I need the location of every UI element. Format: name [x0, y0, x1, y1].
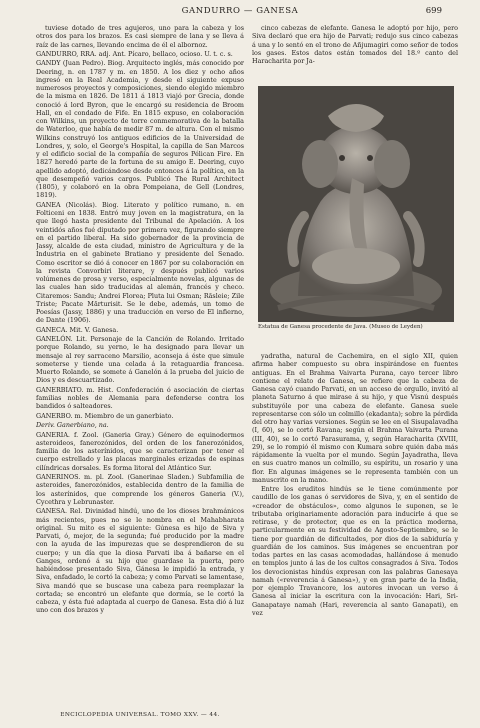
entry-continuation: tuviese dotado de tres agujeros, uno para la cabeza y los otros dos para los brazos. Es casi siempre de lana y se lleva á raíz de las carnes, llevando encima de él el albornoz. [36, 24, 244, 49]
figure [258, 86, 454, 334]
entry-gandy: GANDY (Juan Pedro). Biog. Arquitecto inglés, más conocido por Deering, n. en 1787 y m. en 1850. A los diez y ocho años ingresó en la Real Academia, y desde el siguiente expuso numerosos proyectos y composiciones, siendo elegido miembro de la misma en 1826. De 1811 á 1813 viajó por Grecia, donde conoció á lord Byron, que le encargó su residencia de Broom Hall, en el condado de Fife. En 1815 expuso, en colaboración con Wilkins, un proyecto de torre conmemorativa de la batalla de Waterloo, que había de medir 87 m. de altura. Con el mismo Wilkins construyó los antiguos edificios de la Universidad de Londres, y, solo, el George's Hospital, la capilla de San Marcos y el edificio social de la compañía de seguros Pélican Fire. En 1827 heredó parte de la fortuna de su amigo E. Deering, cuyo apellido adoptó, dedicándose desde entonces á la política, en la que desempeñó varios cargos. Publicó The Rural Architect (1805), y colaboró en la obra Pompeiana, de Gell (Londres, 1819). [36, 59, 244, 200]
right-column-bottom [252, 352, 458, 708]
entry-ganeria: GANERIA. f. Zool. (Ganeria Gray.) Género de equinodermos asteroideos, fanerozónidos, del orden de los fanerozónidos, familia de los asterínidos, que se caracterizan por tener el cuerpo estrellado y las placas marginales erizadas de espinas cilíndricas dorsales. Es forma litoral del Atlántico Sur. [36, 430, 244, 472]
left-column [36, 24, 244, 704]
entry-ganelon: GANELÓN. Lit. Personaje de la Canción de Rolando. Irritado porque Rolando, su yerno, le ha designado para llevar un mensaje al rey sarraceno Marsilio, aconseja á éste que simule someterse y tiende una celada á la retaguardia francesa. Muerto Rolando, se somete á Ganelón á la prueba del juicio de Dios y es descuartizado. [36, 335, 244, 385]
entry-ganerbo-deriv: Deriv. Ganerbiano, na. [36, 421, 109, 430]
entry-ganerbo: GANERBO. m. Miembro de un ganerbiato. [36, 411, 174, 420]
entry-ganesa-continued: cinco cabezas de elefante. Ganesa le adoptó por hijo, pero Siva declaró que era hijo de Parvati; redujo sus cinco cabezas á una y lo sentó en el trono de Añjumagiri como señor de todos los gases. Estos datos están tomados del 18.º canto del Haracharita por Ja- [252, 24, 458, 65]
entry-ganea: GANEA (Nicolás). Biog. Literato y político rumano, n. en Folticeni en 1838. Entró muy joven en la magistratura, en la que llegó hasta presidente del Tribunal de Apelación. A los veintidós años fué diputado por primera vez, figurando siempre en el partido liberal. Ha sido gobernador de la provincia de Jassy, alcalde de esta ciudad, ministro de Agricultura y de la Industria en el gabinete Bratiano y presidente del Senado. Como escritor se dió á conocer en 1867 por su colaboración en la revista Convorbiri literare, y después publicó varios volúmenes de prosa y verso, especialmente novelas, algunas de las cuales han sido traducidas al alemán, francés y checo. Citaremos: Sandu; Andrei Florea; Pluta lui Osman; Răsleie; Zile Triste; Pacate Mărturisit. Se le debe, además, un tomo de Poesías (Jassy, 1886) y una traducción en verso de El infierno, de Dante (1906). [36, 200, 244, 325]
entry-gandurro: GANDURRO, RRA. adj. Ant. Pícaro, bellaco, ocioso. U. t. c. s. [36, 49, 233, 58]
ganesa-statue-photo [258, 86, 454, 322]
page-footer: ENCICLOPEDIA UNIVERSAL. TOMO XXV. — 44. [60, 712, 220, 718]
entry-ganerbiato: GANERBIATO. m. Hist. Confederación ó asociación de ciertas familias nobles de Alemania para defenderse contra los bandidos ó salteadores. [36, 385, 244, 411]
entry-ganeca: GANECA. Mit. V. Ganesa. [36, 325, 119, 334]
entry-ganesa-paragraph-2: Entre los eruditos hindús se le tiene comúnmente por caudillo de los ganas ó servidores de Siva, y, en el sentido de «creador de obstáculos», como algunos le suponen, se le tributaba originariamente adoración para inducirle á que se retirase, y de protector, que es en la práctica moderna, particularmente en su festividad de Agosto-Septiembre, se le tiene por guardián de dificultades, por dios de la sabiduría y guardián de los caminos. Sus imágenes se encuentran por todas partes en las casas acomodadas, hallándose á menudo en templos junto á las de los cultos consagrados á Siva. Todos los devocionistas hindús expresan con las palabras Ganesaya namah («reverencia á Ganesa»), y en gran parte de la India, por ejemplo Travancore, los autores invocan un verso á Ganesa al iniciar la escritura con la invocación: Hari, Sri-Ganapataye namah (Hari, reverencia al santo Ganapati), en vez [252, 485, 458, 617]
entry-ganerinos: GANERINOS. m. pl. Zool. (Ganerinae Sladen.) Subfamilia de asteroides, fanerozónidos, establecida dentro de la familia de los asterínidos, que comprende los géneros Ganeria (V.), Cycethra y Lebrunaster. [36, 473, 244, 506]
running-head: GANDURRO — GANESA [181, 6, 299, 16]
page-number: 699 [425, 6, 442, 16]
figure-caption: Estatua de Ganesa procedente de Java. (Museo de Leyden) [258, 324, 423, 330]
entry-ganesa: GANESA. Rel. Divinidad hindú, uno de los dioses brahmánicos más recientes, pues no se le nombra en el Mahabharata original. Su mito es el siguiente: Gúnesa es hijo de Siva y Parvati, ó, mejor, de la segunda; fué producido por la madre con la ayuda de las impurezas que se desprendieron de su cuerpo; y un día que la diosa Parvati iba á bañarse en el Ganges, ordenó á su hijo que guardase la puerta, pero habiéndose presentado Siva, Gánesa le impidió la entrada, y Siva, enfadado, le cortó la cabeza; y como Parvati se lamentase, Siva mandó que se buscase una cabeza para reemplazar la cortada; se encontró un elefante que dormía, se le cortó la cabeza, y ésta fué adaptada al cuerpo de Ganesa. Esta dió á luz uno con dos brazos y [36, 507, 244, 615]
entry-ganesa-paragraph-1: yadratha, natural de Cachemira, en el siglo XII, quien afirma haber compuesto su obra inspirándose en fuentes antiguas. En el Brahma Vaivarta Purana, cayo tercer libro contiene el relato de Ganesa, se refiere que la cabeza de Ganesa cayó cuando Parvati, en un acceso de orgullo, invitó al planeta Saturno á que mirase á su hijo, y que Visnú después substituyóle por una cabeza de elefante. Ganesa suele representarse con sólo un colmillo (ekadanta); sobre la pérdida del otro hay varias versiones. Según se lee en el Sisupalavadha (I, 60), se lo cortó Ravana; según el Brahma Vaivarta Purana (III, 40), se lo cortó Parasurama, y, según Haracharita (XVIII, 29), se lo rompió él mismo con Kumara sobre quién daba más rápidamente la vuelta por el mundo. Según Jayadratha, lleva en sus cuatro manos un colmillo, su espíritu, un rosario y una flor. En algunas imágenes se le representa también con un manuscrito en la mano. [252, 352, 458, 484]
statue-illustration [258, 86, 454, 322]
right-column-top [252, 24, 458, 84]
page-header [0, 6, 480, 20]
